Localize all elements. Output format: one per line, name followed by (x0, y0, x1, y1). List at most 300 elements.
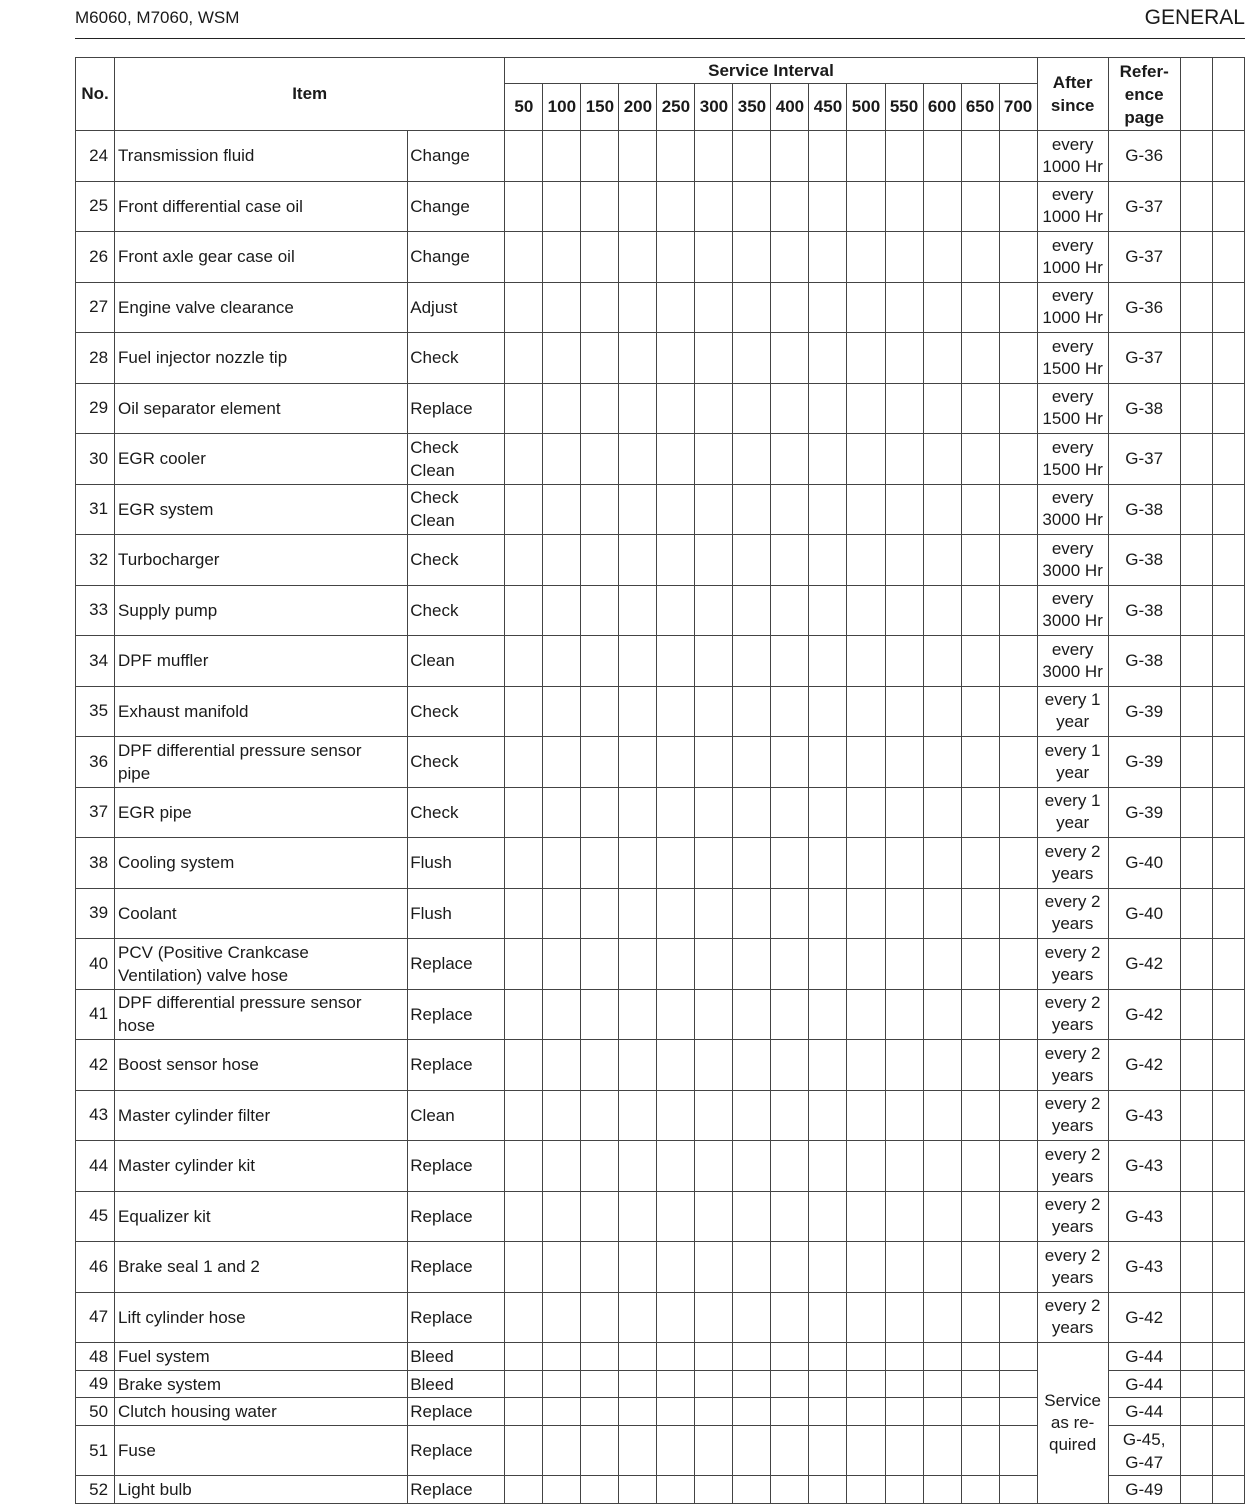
after-since-value: every 2 years (1037, 888, 1108, 939)
interval-cell (809, 434, 847, 485)
interval-cell (695, 1292, 733, 1343)
item-action: Replace (408, 1476, 505, 1504)
after-since-value: every 3000 Hr (1037, 585, 1108, 636)
interval-cell (771, 636, 809, 687)
interval-cell (999, 585, 1037, 636)
reference-page: G-37 (1108, 434, 1180, 485)
interval-cell (695, 535, 733, 586)
item-name: DPF differential pressure sensor pipe (115, 737, 408, 788)
interval-cell (885, 1476, 923, 1504)
interval-cell (923, 1476, 961, 1504)
interval-cell (809, 484, 847, 535)
interval-cell (961, 1426, 999, 1476)
interval-cell (999, 181, 1037, 232)
interval-cell (657, 1141, 695, 1192)
interval-cell (885, 282, 923, 333)
item-action: Replace (408, 1191, 505, 1242)
interval-cell (809, 989, 847, 1040)
interval-cell (847, 686, 885, 737)
interval-cell (847, 1426, 885, 1476)
row-number: 27 (76, 282, 115, 333)
reference-page: G-37 (1108, 333, 1180, 384)
after-since-value: every 3000 Hr (1037, 484, 1108, 535)
interval-cell (961, 989, 999, 1040)
interval-cell (771, 383, 809, 434)
interval-cell (999, 737, 1037, 788)
interval-cell (657, 838, 695, 889)
interval-cell (619, 434, 657, 485)
interval-cell (657, 1371, 695, 1398)
reference-page: G-40 (1108, 888, 1180, 939)
interval-cell (771, 333, 809, 384)
hour-interval-header: 350 (733, 84, 771, 131)
interval-cell (847, 1343, 885, 1371)
interval-cell (809, 1141, 847, 1192)
interval-cell (847, 888, 885, 939)
interval-cell (999, 1141, 1037, 1192)
interval-cell (771, 484, 809, 535)
interval-cell (999, 787, 1037, 838)
interval-cell (961, 181, 999, 232)
blank-cell (1180, 1090, 1212, 1141)
item-action: Flush (408, 888, 505, 939)
row-number: 26 (76, 232, 115, 283)
after-since-value: every 1000 Hr (1037, 232, 1108, 283)
blank-cell (1180, 1040, 1212, 1091)
interval-cell (885, 535, 923, 586)
interval-cell (695, 1040, 733, 1091)
header-no: No. (76, 58, 115, 131)
interval-cell (923, 1398, 961, 1426)
interval-cell (733, 1090, 771, 1141)
interval-cell (581, 1426, 619, 1476)
interval-cell (885, 636, 923, 687)
interval-cell (733, 989, 771, 1040)
row-number: 42 (76, 1040, 115, 1091)
interval-cell (695, 686, 733, 737)
interval-cell (505, 1292, 543, 1343)
after-since-value: every 1000 Hr (1037, 131, 1108, 182)
hour-interval-header: 250 (657, 84, 695, 131)
interval-cell (885, 838, 923, 889)
interval-cell (809, 1426, 847, 1476)
interval-cell (771, 989, 809, 1040)
interval-cell (505, 787, 543, 838)
interval-cell (771, 939, 809, 990)
interval-cell (923, 787, 961, 838)
interval-cell (999, 1426, 1037, 1476)
blank-cell (1212, 131, 1244, 182)
reference-page: G-38 (1108, 636, 1180, 687)
blank-cell (1212, 1426, 1244, 1476)
interval-cell (961, 1242, 999, 1293)
interval-cell (771, 1090, 809, 1141)
interval-cell (923, 686, 961, 737)
row-number: 40 (76, 939, 115, 990)
interval-cell (695, 1426, 733, 1476)
interval-cell (505, 131, 543, 182)
interval-cell (733, 232, 771, 283)
interval-cell (999, 131, 1037, 182)
item-name: Exhaust manifold (115, 686, 408, 737)
table-row (76, 989, 1245, 1040)
interval-cell (543, 1191, 581, 1242)
row-number: 52 (76, 1476, 115, 1504)
interval-cell (771, 282, 809, 333)
interval-cell (505, 737, 543, 788)
interval-cell (771, 838, 809, 889)
interval-cell (733, 131, 771, 182)
after-since-value: every 2 years (1037, 1242, 1108, 1293)
interval-cell (619, 1343, 657, 1371)
interval-cell (999, 989, 1037, 1040)
after-since-value: every 2 years (1037, 1141, 1108, 1192)
row-number: 48 (76, 1343, 115, 1371)
interval-cell (999, 939, 1037, 990)
interval-cell (657, 989, 695, 1040)
interval-cell (543, 383, 581, 434)
interval-cell (657, 484, 695, 535)
interval-cell (505, 232, 543, 283)
interval-cell (961, 333, 999, 384)
interval-cell (657, 888, 695, 939)
interval-cell (695, 585, 733, 636)
blank-cell (1212, 1343, 1244, 1371)
item-name: Turbocharger (115, 535, 408, 586)
interval-cell (619, 636, 657, 687)
interval-cell (809, 1343, 847, 1371)
interval-cell (619, 1426, 657, 1476)
interval-cell (505, 1242, 543, 1293)
interval-cell (619, 181, 657, 232)
interval-cell (695, 636, 733, 687)
reference-page: G-44 (1108, 1371, 1180, 1398)
item-action: Adjust (408, 282, 505, 333)
interval-cell (999, 636, 1037, 687)
row-number: 24 (76, 131, 115, 182)
item-name: Front differential case oil (115, 181, 408, 232)
interval-cell (999, 1343, 1037, 1371)
row-number: 29 (76, 383, 115, 434)
interval-cell (695, 434, 733, 485)
table-row (76, 1343, 1245, 1371)
interval-cell (999, 1371, 1037, 1398)
item-name: PCV (Positive Crankcase Ventilation) valve hose (115, 939, 408, 990)
interval-cell (809, 1090, 847, 1141)
item-action: Replace (408, 1426, 505, 1476)
interval-cell (543, 535, 581, 586)
interval-cell (809, 1292, 847, 1343)
page-header (75, 0, 1245, 39)
reference-page: G-44 (1108, 1343, 1180, 1371)
interval-cell (847, 484, 885, 535)
after-since-value: every 1000 Hr (1037, 181, 1108, 232)
interval-cell (695, 989, 733, 1040)
interval-cell (885, 1242, 923, 1293)
interval-cell (657, 434, 695, 485)
blank-cell (1180, 1191, 1212, 1242)
row-number: 33 (76, 585, 115, 636)
interval-cell (505, 1371, 543, 1398)
interval-cell (923, 1371, 961, 1398)
interval-cell (847, 1476, 885, 1504)
blank-cell (1212, 787, 1244, 838)
interval-cell (505, 535, 543, 586)
interval-cell (961, 686, 999, 737)
interval-cell (923, 1426, 961, 1476)
interval-cell (961, 1343, 999, 1371)
item-action: Replace (408, 1141, 505, 1192)
interval-cell (695, 232, 733, 283)
interval-cell (733, 1191, 771, 1242)
interval-cell (961, 535, 999, 586)
blank-cell (1180, 131, 1212, 182)
hour-interval-header: 200 (619, 84, 657, 131)
interval-cell (505, 585, 543, 636)
interval-cell (543, 939, 581, 990)
blank-cell (1180, 434, 1212, 485)
item-name: Master cylinder filter (115, 1090, 408, 1141)
interval-cell (543, 282, 581, 333)
blank-cell (1180, 838, 1212, 889)
blank-cell (1212, 1476, 1244, 1504)
interval-cell (505, 333, 543, 384)
interval-cell (695, 484, 733, 535)
item-action: Check (408, 737, 505, 788)
interval-cell (923, 1343, 961, 1371)
interval-cell (619, 333, 657, 384)
row-number: 46 (76, 1242, 115, 1293)
blank-cell (1180, 383, 1212, 434)
row-number: 25 (76, 181, 115, 232)
row-number: 51 (76, 1426, 115, 1476)
interval-cell (695, 1343, 733, 1371)
interval-cell (543, 838, 581, 889)
table-row (76, 686, 1245, 737)
interval-cell (543, 1040, 581, 1091)
reference-page: G-43 (1108, 1242, 1180, 1293)
interval-cell (961, 282, 999, 333)
interval-cell (581, 181, 619, 232)
interval-cell (999, 888, 1037, 939)
interval-cell (885, 1371, 923, 1398)
hour-interval-header: 100 (543, 84, 581, 131)
interval-cell (885, 434, 923, 485)
blank-cell (1212, 333, 1244, 384)
blank-cell (1212, 838, 1244, 889)
blank-cell (1212, 1191, 1244, 1242)
interval-cell (885, 1040, 923, 1091)
reference-page: G-37 (1108, 232, 1180, 283)
interval-cell (923, 1292, 961, 1343)
interval-cell (657, 1343, 695, 1371)
interval-cell (923, 989, 961, 1040)
blank-cell (1180, 535, 1212, 586)
item-action: Replace (408, 939, 505, 990)
blank-cell (1212, 484, 1244, 535)
interval-cell (923, 737, 961, 788)
interval-cell (695, 1371, 733, 1398)
interval-cell (847, 434, 885, 485)
blank-cell (1180, 1371, 1212, 1398)
table-row (76, 383, 1245, 434)
interval-cell (809, 131, 847, 182)
interval-cell (619, 1292, 657, 1343)
interval-cell (923, 535, 961, 586)
interval-cell (581, 1476, 619, 1504)
blank-cell (1180, 333, 1212, 384)
interval-cell (923, 282, 961, 333)
interval-cell (961, 888, 999, 939)
header-blank (1212, 58, 1244, 131)
item-action: Replace (408, 1292, 505, 1343)
interval-cell (847, 585, 885, 636)
reference-page: G-43 (1108, 1141, 1180, 1192)
interval-cell (543, 1476, 581, 1504)
row-number: 28 (76, 333, 115, 384)
interval-cell (961, 939, 999, 990)
interval-cell (771, 1343, 809, 1371)
blank-cell (1212, 232, 1244, 283)
interval-cell (657, 636, 695, 687)
table-row (76, 838, 1245, 889)
interval-cell (505, 1398, 543, 1426)
interval-cell (885, 1292, 923, 1343)
hour-interval-header: 500 (847, 84, 885, 131)
item-action: Check (408, 535, 505, 586)
blank-cell (1212, 888, 1244, 939)
interval-cell (961, 585, 999, 636)
interval-cell (961, 383, 999, 434)
interval-cell (657, 1426, 695, 1476)
row-number: 45 (76, 1191, 115, 1242)
interval-cell (505, 484, 543, 535)
interval-cell (733, 686, 771, 737)
blank-cell (1212, 383, 1244, 434)
interval-cell (619, 686, 657, 737)
interval-cell (733, 585, 771, 636)
blank-cell (1180, 282, 1212, 333)
row-number: 30 (76, 434, 115, 485)
interval-cell (809, 232, 847, 283)
interval-cell (809, 686, 847, 737)
interval-cell (809, 888, 847, 939)
table-row (76, 1242, 1245, 1293)
interval-cell (847, 1398, 885, 1426)
interval-cell (733, 737, 771, 788)
interval-cell (961, 1292, 999, 1343)
item-name: Brake seal 1 and 2 (115, 1242, 408, 1293)
interval-cell (581, 585, 619, 636)
interval-cell (657, 535, 695, 586)
interval-cell (581, 1343, 619, 1371)
interval-cell (581, 282, 619, 333)
item-name: Brake system (115, 1371, 408, 1398)
interval-cell (543, 636, 581, 687)
interval-cell (695, 181, 733, 232)
item-action: Bleed (408, 1343, 505, 1371)
item-action: Check Clean (408, 484, 505, 535)
interval-cell (771, 1371, 809, 1398)
interval-cell (619, 232, 657, 283)
row-number: 43 (76, 1090, 115, 1141)
interval-cell (847, 737, 885, 788)
reference-page: G-38 (1108, 484, 1180, 535)
blank-cell (1180, 787, 1212, 838)
row-number: 34 (76, 636, 115, 687)
interval-cell (619, 1242, 657, 1293)
interval-cell (581, 535, 619, 586)
item-name: Equalizer kit (115, 1191, 408, 1242)
interval-cell (847, 383, 885, 434)
interval-cell (657, 1476, 695, 1504)
item-action: Clean (408, 636, 505, 687)
interval-cell (657, 282, 695, 333)
interval-cell (771, 535, 809, 586)
header-reference-page: Refer- ence page (1108, 58, 1180, 131)
interval-cell (695, 1090, 733, 1141)
interval-cell (733, 535, 771, 586)
item-name: DPF muffler (115, 636, 408, 687)
table-row (76, 1191, 1245, 1242)
interval-cell (961, 838, 999, 889)
interval-cell (657, 1398, 695, 1426)
interval-cell (847, 181, 885, 232)
interval-cell (505, 282, 543, 333)
interval-cell (809, 1242, 847, 1293)
interval-cell (543, 1426, 581, 1476)
interval-cell (847, 1371, 885, 1398)
row-number: 32 (76, 535, 115, 586)
interval-cell (885, 181, 923, 232)
interval-cell (847, 1191, 885, 1242)
interval-cell (543, 989, 581, 1040)
item-action: Replace (408, 1242, 505, 1293)
interval-cell (505, 181, 543, 232)
hour-interval-header: 700 (999, 84, 1037, 131)
interval-cell (885, 333, 923, 384)
interval-cell (505, 383, 543, 434)
interval-cell (923, 585, 961, 636)
item-action: Check (408, 686, 505, 737)
blank-cell (1180, 1343, 1212, 1371)
row-number: 41 (76, 989, 115, 1040)
reference-page: G-39 (1108, 686, 1180, 737)
after-since-value: every 1 year (1037, 686, 1108, 737)
blank-cell (1212, 535, 1244, 586)
interval-cell (657, 181, 695, 232)
item-name: Lift cylinder hose (115, 1292, 408, 1343)
interval-cell (733, 1371, 771, 1398)
interval-cell (885, 939, 923, 990)
item-name: EGR cooler (115, 434, 408, 485)
interval-cell (885, 484, 923, 535)
reference-page: G-37 (1108, 181, 1180, 232)
interval-cell (961, 232, 999, 283)
reference-page: G-42 (1108, 989, 1180, 1040)
interval-cell (505, 1090, 543, 1141)
interval-cell (581, 636, 619, 687)
interval-cell (695, 1476, 733, 1504)
interval-cell (885, 1343, 923, 1371)
table-row (76, 939, 1245, 990)
blank-cell (1180, 484, 1212, 535)
interval-cell (695, 888, 733, 939)
interval-cell (961, 787, 999, 838)
blank-cell (1180, 636, 1212, 687)
interval-cell (505, 989, 543, 1040)
interval-cell (733, 1476, 771, 1504)
